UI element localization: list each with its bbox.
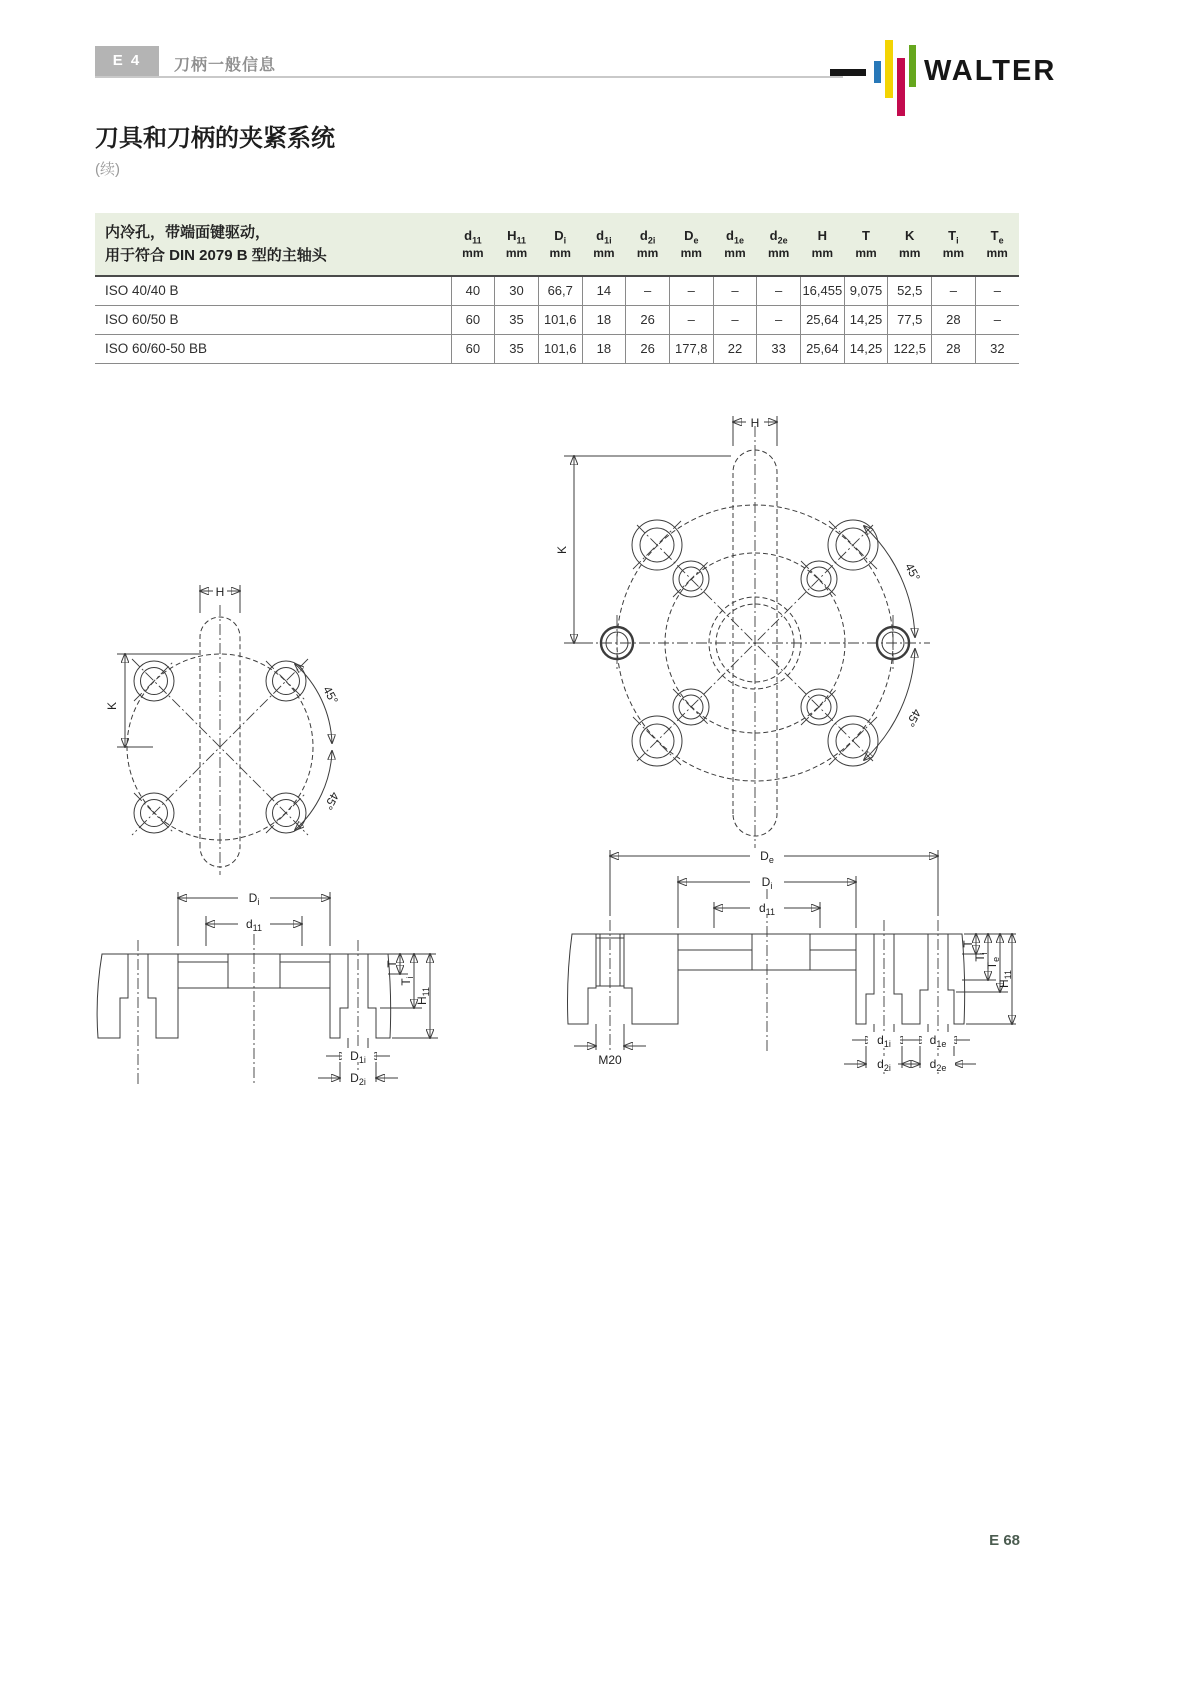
table-caption-line2: 用于符合 DIN 2079 B 型的主轴头 [105, 247, 327, 264]
dim-label-ti: $T_i$ [973, 952, 989, 962]
logo-green-bar [909, 45, 916, 87]
angle-label-bottom: 45° [321, 789, 342, 813]
col-header-d2e: $d_{2e}$ mm [757, 213, 801, 276]
dim-label-ti: $T_i$ [399, 976, 415, 986]
side-hole [601, 615, 633, 671]
bolt-hole-inner [673, 561, 709, 597]
table-row: ISO 60/60-50 BB 60 35 101,6 18 26 177,8 22 33 25,64 14,25 122,5 28 32 [95, 334, 1019, 363]
bolt-hole [266, 793, 306, 833]
dim-label-h11: $H_{11}$ [997, 969, 1013, 989]
dim-label-h: H [215, 585, 225, 599]
dim-label-d1i: $d_{1i}$ [877, 1033, 891, 1049]
side-hole [877, 615, 909, 671]
logo-crimson-bar [897, 58, 905, 116]
col-header-De: $D_e$ mm [669, 213, 713, 276]
col-header-H: H mm [801, 213, 845, 276]
dim-label-k: K [555, 545, 569, 555]
col-header-d1e: $d_{1e}$ mm [713, 213, 757, 276]
dim-label-t: T [961, 940, 975, 948]
table-row: ISO 40/40 B 40 30 66,7 14 – – – – 16,455 9,075 52,5 – – [95, 276, 1019, 305]
table-header-row [95, 213, 1019, 276]
dim-label-di: $D_i$ [761, 875, 773, 891]
bolt-hole-inner [801, 689, 837, 725]
drive-key-block [752, 934, 810, 970]
dim-label-t: T [385, 960, 399, 968]
col-header-K: K mm [888, 213, 932, 276]
page-subtitle: (续) [95, 161, 120, 178]
angle-label-top: 45° [902, 560, 923, 584]
dim-label-d1e: $d_{1e}$ [929, 1033, 947, 1049]
logo-blue-bar [874, 61, 881, 83]
table-caption [95, 213, 451, 276]
bolt-hole-outer [828, 716, 878, 766]
dim-label-h11: $H_{11}$ [415, 986, 431, 1006]
cross-section-right [556, 838, 1018, 1090]
dim-label-d2e: $d_{2e}$ [929, 1057, 947, 1073]
col-header-Ti: $T_i$ mm [932, 213, 976, 276]
row-label: ISO 40/40 B [105, 283, 179, 299]
table-row: ISO 60/50 B 60 35 101,6 18 26 – – – 25,64 14,25 77,5 28 – [95, 305, 1019, 334]
dim-label-di: $D_i$ [248, 891, 260, 907]
cross-section-left [88, 876, 440, 1092]
dim-label-d11: $d_{11}$ [245, 917, 263, 933]
flange-front-view-small [95, 575, 365, 880]
logo-wordmark: WALTER [924, 55, 1057, 87]
bolt-hole-outer [632, 520, 682, 570]
angle-label-bottom: 45° [903, 706, 924, 730]
dimension-table [95, 213, 1019, 364]
dim-label-te: $T_e$ [985, 956, 1001, 970]
col-header-d1i: $d_{1i}$ mm [582, 213, 626, 276]
row-label: ISO 60/50 B [105, 312, 179, 327]
page-title: 刀具和刀柄的夹紧系统 [95, 125, 335, 152]
dim-label-h: H [750, 416, 760, 430]
header-section-title: 刀柄一般信息 [174, 57, 277, 74]
bolt-hole [266, 661, 306, 701]
dim-label-d1i: $D_{1i}$ [350, 1049, 366, 1065]
col-header-Di: $D_i$ mm [538, 213, 582, 276]
dim-label-d2i: $d_{2i}$ [877, 1057, 891, 1073]
walter-logo [830, 32, 1060, 112]
col-header-d11: $d_{11}$ mm [451, 213, 495, 276]
logo-dash-bar [830, 69, 866, 76]
header-rule [95, 76, 843, 78]
flange-front-view-large [552, 408, 962, 860]
table-caption-line1: 内冷孔，带端面键驱动， [105, 223, 271, 241]
section-badge: E 4 [95, 46, 159, 76]
bolt-hole [134, 793, 174, 833]
page-number: E 68 [989, 1532, 1020, 1549]
col-header-H11: $H_{11}$ mm [495, 213, 539, 276]
bolt-hole-inner [801, 561, 837, 597]
col-header-d2i: $d_{2i}$ mm [626, 213, 670, 276]
bolt-hole-inner [673, 689, 709, 725]
bolt-hole [134, 661, 174, 701]
dim-label-d11: $d_{11}$ [758, 901, 776, 917]
bolt-hole-outer [632, 716, 682, 766]
dim-label-d2i: $D_{2i}$ [350, 1071, 366, 1087]
angle-label-top: 45° [320, 683, 341, 707]
logo-yellow-bar [885, 40, 893, 98]
dim-label-de: $D_e$ [760, 849, 774, 865]
dim-label-m20: M20 [598, 1053, 622, 1067]
row-label: ISO 60/60-50 BB [105, 341, 208, 356]
dim-label-k: K [105, 701, 119, 711]
col-header-T: T mm [844, 213, 888, 276]
col-header-Te: $T_e$ mm [975, 213, 1019, 276]
bolt-hole-outer [828, 520, 878, 570]
